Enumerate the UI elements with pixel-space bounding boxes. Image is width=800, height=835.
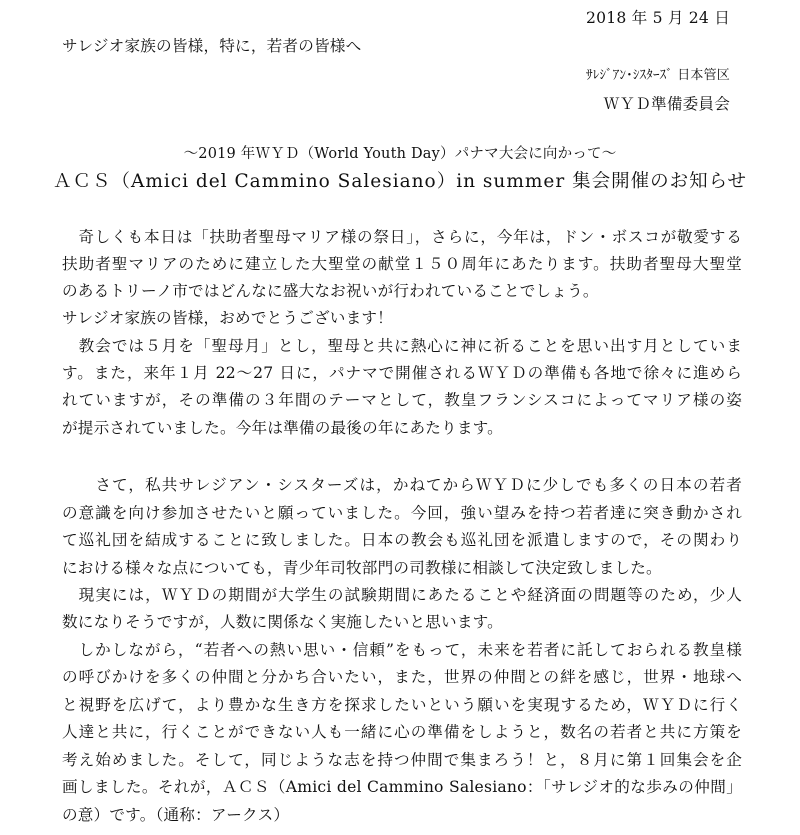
body-line: て巡礼団を結成することに致しました。日本の教会も巡礼団を派遣しますので，その関わり [62, 531, 742, 549]
body-line: 考え始めました。そして，同じような志を持つ仲間で集まろう！と，８月に第１回集会を企 [62, 751, 742, 769]
body-line: す。また，来年１月 22～27 日に，パナマで開催されるＷＹＤの準備も各地で徐々に進めら [62, 364, 742, 382]
document-date: 2018 年 5 月 24 日 [585, 9, 730, 27]
document-subtitle: ～2019 年ＷＹＤ（World Youth Day）パナマ大会に向かって～ [183, 146, 617, 162]
document-title: ＡＣＳ（Amici del Cammino Salesiano）in summer 集会開催のお知らせ [52, 171, 748, 192]
body-line: 人達と共に，行くことができない人も一緒に心の準備をしようと，数名の若者と共に方策を [62, 723, 742, 741]
body-line: れていますが，その準備の３年間のテーマとして，教皇フランシスコによってマリア様の姿 [62, 391, 742, 409]
body-line: しかしながら，“若者への熱い思い・信頼”をもって，未来を若者に託しておられる教皇様 [62, 641, 742, 659]
body-line: 教会では５月を「聖母月」とし，聖母と共に熱心に神に祈ることを思い出す月としていま [62, 337, 742, 355]
sender-organization: ｻﾚｼﾞｱﾝ･ｼｽﾀｰｽﾞ 日本管区 [586, 68, 730, 83]
body-line: 奇しくも本日は「扶助者聖母マリア様の祭日」，さらに，今年は，ドン・ボスコが敬愛する [62, 228, 742, 246]
body-line: サレジオ家族の皆様，おめでとうございます！ [62, 309, 393, 327]
body-line: 現実には，ＷＹＤの期間が大学生の試験期間にあたることや経済面の問題等のため，少人 [62, 586, 742, 604]
body-line: 画しました。それが，ＡＣＳ（Amici del Cammino Salesiano：「サレジオ的な歩みの仲間」 [62, 778, 742, 796]
body-line: と視野を広げて，より豊かな生き方を探求したいという願いを実現するため，ＷＹＤに行く [62, 696, 742, 714]
body-line: における様々な点についても，青少年司牧部門の司教様に相談して決定致しました。 [62, 559, 662, 577]
body-line: 数になりそうですが，人数に関係なく実施したいと思います。 [62, 613, 503, 631]
body-line: さて，私共サレジアン・シスターズは，かねてからＷＹＤに少しでも多くの日本の若者 [62, 476, 742, 494]
sender-committee: ＷＹＤ準備委員会 [603, 95, 730, 113]
body-line: のあるトリーノ市ではどんなに盛大なお祝いが行われていることでしょう。 [62, 282, 599, 300]
body-line: の意識を向け参加させたいと願っていました。今回，強い望みを持つ若者達に突き動かされ [62, 504, 742, 522]
body-line: が提示されていました。今年は準備の最後の年にあたります。 [62, 419, 503, 437]
addressee-line: サレジオ家族の皆様，特に，若者の皆様へ [62, 37, 362, 55]
body-line: の意）です。（通称：アークス） [62, 806, 290, 824]
body-line: 扶助者聖マリアのために建立した大聖堂の献堂１５０周年にあたります。扶助者聖母大聖堂 [62, 255, 742, 273]
body-line: の呼びかけを多くの仲間と分かち合いたい，また，世界の仲間との絆を感じ，世界・地球へ [62, 668, 742, 686]
